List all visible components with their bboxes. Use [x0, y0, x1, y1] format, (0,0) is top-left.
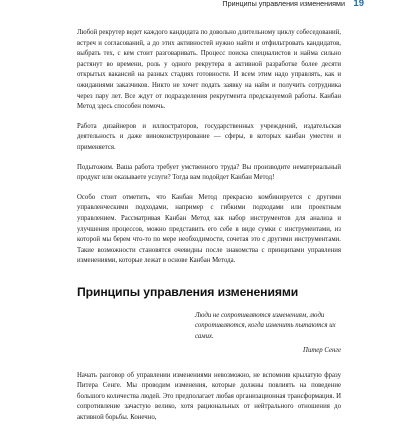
page-number: 19 [353, 0, 364, 9]
paragraph: Подытожим. Ваша работа требует умственного труда? Вы производите нематериальный продукт или оказываете услуги? Тогда вам подойдет Канбан Метод! [77, 163, 341, 182]
page-content [77, 28, 341, 432]
paragraph: Любой рекрутер ведет каждого кандидата по довольно длительному циклу собеседований, встреч и согласований, а до этих активностей нужно найти и отфильтровать кандидатов, выбрать тех, с кем стоит разговаривать. Процесс поиска специалистов и найма сильно растянут во времени, роль у одного рекрутера в активной разработке более десяти открытых вакансий на разных стадиях готовности. И всем этим надо управлять, как и ожиданиями заказчиков. Никто не хочет подать заявку на найм и получить сотрудника через пару лет. Все ждут от подразделения рекрутмента предсказуемой работы. Канбан Метод здесь способен помочь. [77, 29, 341, 111]
paragraph: Особо стоит отметить, что Канбан Метод прекрасно комбинируется с другими управленческими подходами, например с гибкими подходами или проектным управлением. Рассматривая Канбан Метод как набор инструментов для анализа и улучшения процессов, можно представить его себе в виде сумки с инструментами, из которой мы берем что-то по мере необходимости, сочетая это с другими инструментами. Такие возможности становятся очевидны после знакомства с принципами управления изменениями, которые лежат в основе Канбан Метода. [77, 193, 341, 265]
epigraph [195, 311, 341, 357]
running-header [0, 0, 420, 14]
running-title: Принципы управления изменениями [219, 0, 348, 8]
epigraph-quote: Люди не сопротивляются изменениям, люди сопротивляются, когда изменить пытаются их самих. [195, 311, 336, 340]
epigraph-author: Питер Сенге [303, 347, 341, 355]
paragraph: Работа дизайнеров и иллюстраторов, государственных учреждений, издательская деятельность и даже виноконструирование — сферы, в которых канбан уместен и применяется. [77, 122, 341, 151]
section-heading: Принципы управления изменениями [77, 284, 299, 299]
paragraph: Начать разговор об управлении изменениями невозможно, не вспомнив крылатую фразу Питера Сенге. Мы проводим изменения, которые должны повлиять на поведение большого количества людей. Это предполагает любая организационная трансформация. И сопротивление зачастую велико, хотя рациональных от нейтрального отношения до активной борьбы. Конечно, [77, 371, 341, 421]
